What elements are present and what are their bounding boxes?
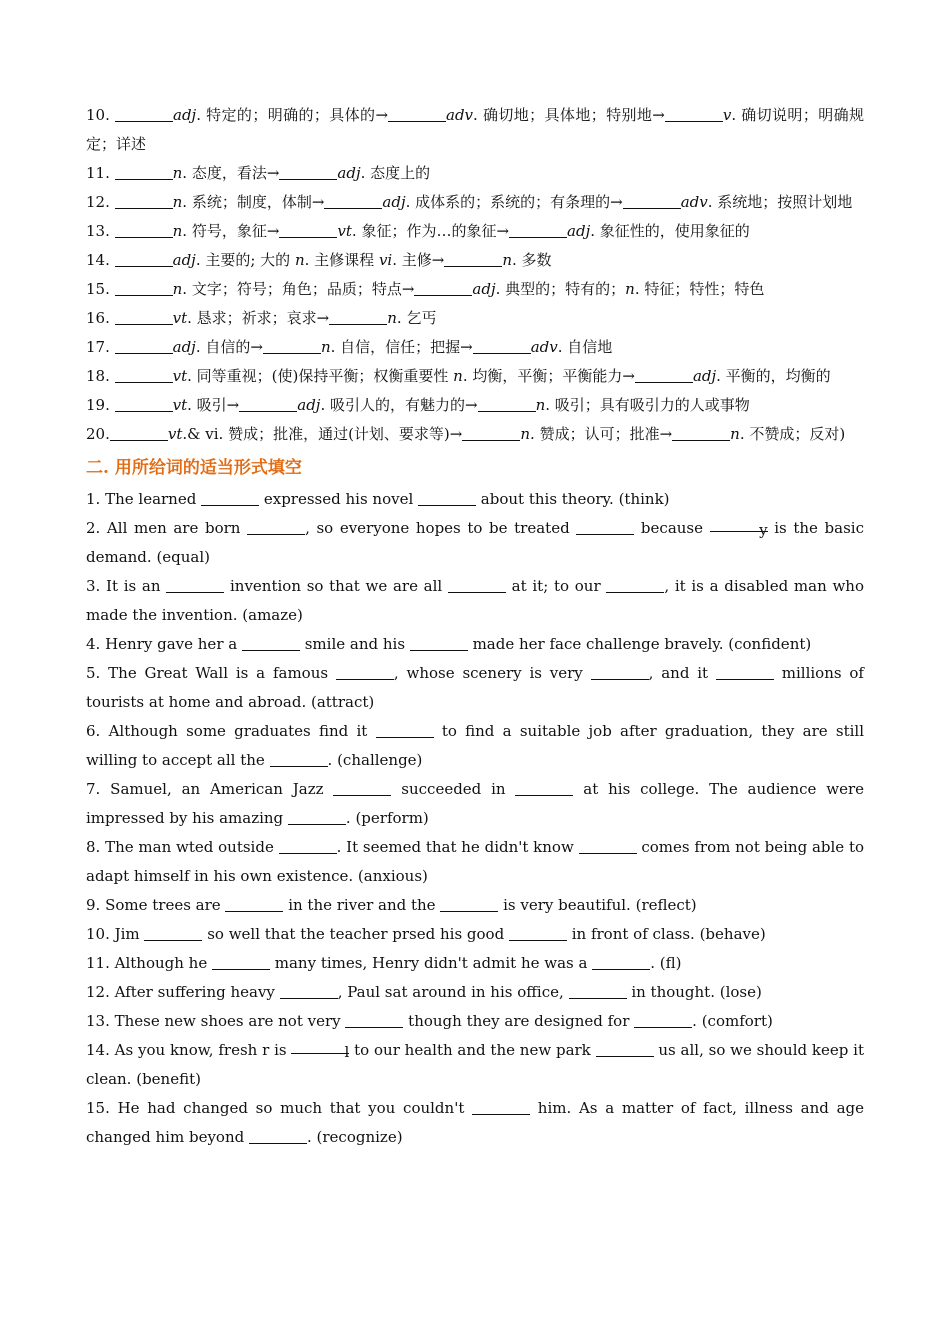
definition-text: . 符号，象征→ bbox=[182, 222, 280, 240]
answer-blank[interactable] bbox=[579, 838, 637, 854]
definition-text: . 象征性的，使用象征的 bbox=[590, 222, 750, 240]
part-of-speech: adj bbox=[172, 251, 196, 269]
answer-blank[interactable] bbox=[473, 338, 531, 354]
exercise-text: 7. Samuel, an American Jazz bbox=[86, 780, 334, 798]
exercise-text: in front of class. (behave) bbox=[566, 925, 766, 943]
answer-blank[interactable] bbox=[110, 425, 168, 441]
part-of-speech: n bbox=[502, 251, 513, 269]
exercise-text: smile and his bbox=[299, 635, 410, 653]
part-of-speech: n bbox=[172, 164, 183, 182]
exercise-text: , and it bbox=[648, 664, 716, 682]
exercise-item bbox=[86, 630, 864, 659]
answer-blank[interactable]: y bbox=[710, 516, 768, 532]
answer-blank[interactable] bbox=[665, 106, 723, 122]
part-of-speech: adj bbox=[472, 280, 496, 298]
part-of-speech: n bbox=[172, 193, 183, 211]
answer-blank[interactable] bbox=[249, 1128, 307, 1144]
answer-blank[interactable] bbox=[115, 367, 173, 383]
exercise-item bbox=[86, 485, 864, 514]
answer-blank[interactable] bbox=[247, 519, 305, 535]
exercise-text: , whose scenery is very bbox=[393, 664, 591, 682]
part-of-speech: n bbox=[294, 251, 305, 269]
exercise-text: 10. Jim bbox=[86, 925, 145, 943]
vocab-item bbox=[86, 217, 864, 246]
definition-text: . 多数 bbox=[512, 251, 552, 269]
item-number: 15. bbox=[86, 280, 115, 298]
part-of-speech: n bbox=[453, 367, 463, 385]
exercise-text: millions of tourists at home and abroad. (attract) bbox=[86, 664, 864, 711]
answer-blank[interactable] bbox=[444, 251, 502, 267]
exercise-text: to find a suitable job after graduation, they are still willing to accept all the bbox=[86, 722, 864, 769]
exercise-text: about this theory. (think) bbox=[476, 490, 670, 508]
part-of-speech: v bbox=[722, 106, 732, 124]
exercise-item bbox=[86, 659, 864, 717]
part-of-speech: adv bbox=[530, 338, 558, 356]
answer-blank[interactable] bbox=[212, 954, 270, 970]
exercise-text: because bbox=[634, 519, 710, 537]
definition-text: . 赞成；认可；批准→ bbox=[530, 425, 673, 443]
exercise-text: 3. It is an bbox=[86, 577, 167, 595]
definition-text: . 自信，信任；把握→ bbox=[330, 338, 473, 356]
exercise-item bbox=[86, 978, 864, 1007]
exercise-text: us all, so we should keep it clean. (benefit) bbox=[86, 1041, 864, 1088]
answer-blank[interactable] bbox=[279, 838, 337, 854]
answer-blank[interactable] bbox=[239, 396, 297, 412]
exercise-item bbox=[86, 775, 864, 833]
exercise-text: is the basic demand. (equal) bbox=[86, 519, 864, 566]
answer-blank[interactable] bbox=[388, 106, 446, 122]
exercise-text: 11. Although he bbox=[86, 954, 212, 972]
part-of-speech: adj bbox=[692, 367, 717, 385]
exercise-text: . (challenge) bbox=[327, 751, 423, 769]
exercise-section bbox=[86, 485, 864, 1152]
exercise-text: 12. After suffering heavy bbox=[86, 983, 280, 1001]
answer-blank[interactable] bbox=[115, 396, 173, 412]
answer-blank[interactable] bbox=[336, 664, 394, 680]
part-of-speech: n bbox=[172, 280, 183, 298]
definition-text: . 确切说明；明确规定；详述 bbox=[86, 106, 864, 153]
answer-blank[interactable] bbox=[591, 664, 649, 680]
answer-blank[interactable] bbox=[115, 193, 173, 209]
part-of-speech: n bbox=[320, 338, 331, 356]
answer-blank[interactable] bbox=[242, 635, 300, 651]
part-of-speech: adj bbox=[297, 396, 321, 414]
exercise-text: . (perform) bbox=[345, 809, 429, 827]
vocab-item bbox=[86, 188, 864, 217]
exercise-item bbox=[86, 1036, 864, 1094]
definition-text: . 吸引→ bbox=[187, 396, 240, 414]
part-of-speech: n bbox=[625, 280, 635, 298]
exercise-text: 4. Henry gave her a bbox=[86, 635, 242, 653]
part-of-speech: n bbox=[172, 222, 183, 240]
answer-blank[interactable] bbox=[672, 425, 730, 441]
answer-blank[interactable] bbox=[592, 954, 650, 970]
vocab-item bbox=[86, 101, 864, 159]
vocab-item bbox=[86, 333, 864, 362]
part-of-speech: adj bbox=[172, 338, 196, 356]
definition-text: . 主修课程 bbox=[304, 251, 379, 269]
definition-text: . 平衡的，均衡的 bbox=[716, 367, 831, 385]
exercise-item bbox=[86, 949, 864, 978]
part-of-speech: adj bbox=[337, 164, 361, 182]
item-number: 18. bbox=[86, 367, 115, 385]
definition-text: . 吸引；具有吸引力的人或事物 bbox=[545, 396, 750, 414]
answer-blank[interactable] bbox=[333, 780, 391, 796]
part-of-speech: n bbox=[387, 309, 397, 327]
vocab-item bbox=[86, 159, 864, 188]
definition-text: . 系统；制度，体制→ bbox=[182, 193, 325, 211]
exercise-text: in thought. (lose) bbox=[626, 983, 762, 1001]
definition-text: . 自信的→ bbox=[195, 338, 263, 356]
exercise-text: 9. Some trees are bbox=[86, 896, 226, 914]
exercise-text: 1. The learned bbox=[86, 490, 202, 508]
exercise-text: in the river and the bbox=[283, 896, 441, 914]
item-number: 14. bbox=[86, 251, 115, 269]
answer-blank[interactable] bbox=[115, 280, 173, 296]
exercise-text: . (recognize) bbox=[306, 1128, 403, 1146]
part-of-speech: adj bbox=[382, 193, 406, 211]
exercise-text: at it; to our bbox=[505, 577, 607, 595]
exercise-text: so well that the teacher prsed his good bbox=[202, 925, 509, 943]
definition-text: .& vi. 赞成；批准，通过(计划、要求等)→ bbox=[182, 425, 463, 443]
part-of-speech: adj bbox=[567, 222, 591, 240]
exercise-text: succeeded in bbox=[391, 780, 516, 798]
answer-blank[interactable] bbox=[509, 222, 567, 238]
exercise-text: 8. The man wted outside bbox=[86, 838, 279, 856]
answer-blank[interactable] bbox=[225, 896, 283, 912]
part-of-speech: vi bbox=[378, 251, 393, 269]
item-number: 10. bbox=[86, 106, 116, 124]
answer-blank[interactable] bbox=[263, 338, 321, 354]
definition-text: . 态度上的 bbox=[360, 164, 431, 182]
exercise-item bbox=[86, 891, 864, 920]
exercise-item bbox=[86, 514, 864, 572]
exercise-item bbox=[86, 1007, 864, 1036]
answer-blank[interactable] bbox=[576, 519, 634, 535]
exercise-text: . It seemed that he didn't know bbox=[336, 838, 579, 856]
answer-blank[interactable] bbox=[345, 1012, 403, 1028]
answer-blank[interactable] bbox=[634, 1012, 692, 1028]
section-heading: 二. 用所给词的适当形式填空 bbox=[86, 458, 302, 478]
exercise-text: 6. Although some graduates find it bbox=[86, 722, 376, 740]
answer-blank[interactable] bbox=[606, 577, 664, 593]
part-of-speech: vt bbox=[167, 425, 183, 443]
item-number: 13. bbox=[86, 222, 115, 240]
part-of-speech: adv bbox=[680, 193, 708, 211]
exercise-item bbox=[86, 833, 864, 891]
vocab-item bbox=[86, 420, 864, 449]
definition-text: . 成体系的；系统的；有条理的→ bbox=[405, 193, 623, 211]
definition-text: . 均衡，平衡；平衡能力→ bbox=[462, 367, 635, 385]
definition-text: . 自信地 bbox=[557, 338, 613, 356]
part-of-speech: n bbox=[730, 425, 740, 443]
part-of-speech: adj bbox=[173, 106, 197, 124]
answer-blank[interactable] bbox=[623, 193, 681, 209]
item-number: 11. bbox=[86, 164, 115, 182]
definition-text: . 主要的; 大的 bbox=[195, 251, 295, 269]
answer-blank[interactable] bbox=[288, 809, 346, 825]
answer-blank[interactable] bbox=[144, 925, 202, 941]
part-of-speech: vt bbox=[172, 367, 188, 385]
definition-text: . 主修→ bbox=[392, 251, 445, 269]
answer-blank[interactable] bbox=[279, 222, 337, 238]
vocab-item bbox=[86, 246, 864, 275]
part-of-speech: n bbox=[535, 396, 546, 414]
item-number: 20. bbox=[86, 425, 110, 443]
exercise-text: made her face challenge bravely. (confident) bbox=[467, 635, 812, 653]
part-of-speech: vt bbox=[172, 309, 188, 327]
answer-blank[interactable] bbox=[569, 983, 627, 999]
item-number: 19. bbox=[86, 396, 115, 414]
exercise-text: comes from not being able to adapt himself in his own existence. (anxious) bbox=[86, 838, 865, 885]
exercise-text: at his college. The audience were impressed by his amazing bbox=[86, 780, 864, 827]
answer-blank[interactable] bbox=[414, 280, 472, 296]
answer-blank[interactable] bbox=[115, 164, 173, 180]
exercise-text: to our health and the new park bbox=[349, 1041, 596, 1059]
answer-blank[interactable] bbox=[115, 222, 173, 238]
exercise-text: . (comfort) bbox=[692, 1012, 773, 1030]
vocab-item bbox=[86, 275, 864, 304]
part-of-speech: vt bbox=[172, 396, 188, 414]
vocab-item bbox=[86, 362, 864, 391]
answer-blank[interactable] bbox=[279, 164, 337, 180]
definition-text: . 恳求；祈求；哀求→ bbox=[187, 309, 330, 327]
exercise-text: many times, Henry didn't admit he was a bbox=[269, 954, 593, 972]
exercise-text: him. As a matter of fact, illness and age changed him beyond bbox=[86, 1099, 864, 1146]
answer-blank[interactable] bbox=[515, 780, 573, 796]
exercise-item bbox=[86, 717, 864, 775]
exercise-text: 5. The Great Wall is a famous bbox=[86, 664, 336, 682]
answer-blank[interactable] bbox=[472, 1099, 530, 1115]
definition-text: . 态度，看法→ bbox=[182, 164, 280, 182]
exercise-text: , so everyone hopes to be treated bbox=[305, 519, 577, 537]
part-of-speech: adv bbox=[446, 106, 474, 124]
item-number: 16. bbox=[86, 309, 115, 327]
definition-text: . 确切地；具体地；特别地→ bbox=[473, 106, 665, 124]
definition-text: . 系统地；按照计划地 bbox=[707, 193, 853, 211]
exercise-text: is very beautiful. (reflect) bbox=[498, 896, 697, 914]
worksheet-page bbox=[86, 101, 864, 1152]
exercise-text: invention so that we are all bbox=[224, 577, 448, 595]
vocab-item bbox=[86, 304, 864, 333]
answer-blank[interactable] bbox=[166, 577, 224, 593]
definition-text: . 象征；作为…的象征→ bbox=[351, 222, 510, 240]
exercise-text: , it is a disabled man who made the invention. (amaze) bbox=[86, 577, 864, 624]
definition-text: . 文字；符号；角色；品质；特点→ bbox=[182, 280, 415, 298]
answer-blank[interactable] bbox=[440, 896, 498, 912]
answer-blank[interactable] bbox=[201, 490, 259, 506]
exercise-text: though they are designed for bbox=[403, 1012, 635, 1030]
item-number: 12. bbox=[86, 193, 115, 211]
vocab-item bbox=[86, 391, 864, 420]
definition-text: . 乞丐 bbox=[396, 309, 437, 327]
exercise-text: 2. All men are born bbox=[86, 519, 248, 537]
answer-blank[interactable] bbox=[462, 425, 520, 441]
exercise-text: 13. These new shoes are not very bbox=[86, 1012, 346, 1030]
answer-blank[interactable] bbox=[324, 193, 382, 209]
answer-blank[interactable] bbox=[115, 309, 173, 325]
answer-blank[interactable] bbox=[478, 396, 536, 412]
definition-text: . 同等重视；(使)保持平衡；权衡重要性 bbox=[187, 367, 454, 385]
answer-blank[interactable]: l bbox=[291, 1038, 349, 1054]
answer-blank[interactable] bbox=[115, 106, 173, 122]
exercise-text: expressed his novel bbox=[259, 490, 419, 508]
definition-text: . 典型的；特有的； bbox=[495, 280, 626, 298]
definition-text: . 不赞成；反对) bbox=[739, 425, 846, 443]
answer-blank[interactable] bbox=[115, 338, 173, 354]
exercise-text: , Paul sat around in his office, bbox=[337, 983, 569, 1001]
answer-blank[interactable] bbox=[270, 751, 328, 767]
answer-blank[interactable] bbox=[115, 251, 173, 267]
exercise-item bbox=[86, 920, 864, 949]
exercise-item bbox=[86, 1094, 864, 1152]
answer-blank[interactable] bbox=[509, 925, 567, 941]
vocab-section bbox=[86, 101, 864, 449]
answer-blank[interactable] bbox=[280, 983, 338, 999]
definition-text: . 特定的；明确的；具体的→ bbox=[196, 106, 389, 124]
exercise-text: . (fl) bbox=[650, 954, 682, 972]
answer-blank[interactable] bbox=[635, 367, 693, 383]
answer-blank[interactable] bbox=[596, 1041, 654, 1057]
item-number: 17. bbox=[86, 338, 115, 356]
definition-text: . 特征；特性；特色 bbox=[634, 280, 765, 298]
answer-blank[interactable] bbox=[329, 309, 387, 325]
definition-text: . 吸引人的，有魅力的→ bbox=[320, 396, 478, 414]
part-of-speech: vt bbox=[337, 222, 352, 240]
exercise-text: 14. As you know, fresh r is bbox=[86, 1041, 292, 1059]
part-of-speech: n bbox=[520, 425, 531, 443]
answer-blank[interactable] bbox=[716, 664, 774, 680]
answer-blank[interactable] bbox=[376, 722, 434, 738]
answer-blank[interactable] bbox=[418, 490, 476, 506]
exercise-text: 15. He had changed so much that you couldn't bbox=[86, 1099, 473, 1117]
answer-blank[interactable] bbox=[410, 635, 468, 651]
exercise-item bbox=[86, 572, 864, 630]
answer-blank[interactable] bbox=[448, 577, 506, 593]
